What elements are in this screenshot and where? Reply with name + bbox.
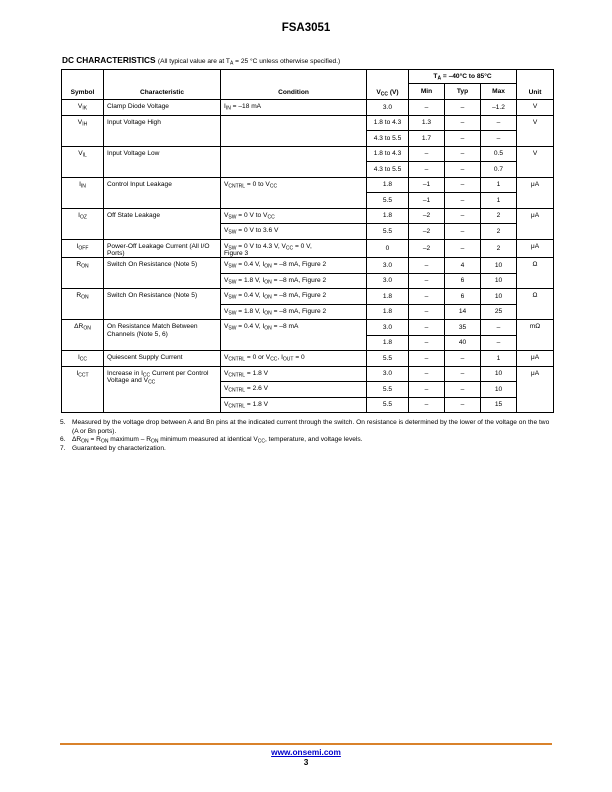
vcc-cell: 5.5 xyxy=(367,397,409,413)
max-cell: 15 xyxy=(481,397,517,413)
vcc-cell: 4.3 to 5.5 xyxy=(367,162,409,178)
page-number: 3 xyxy=(303,757,309,767)
table-row xyxy=(62,115,554,131)
max-cell: – xyxy=(481,131,517,147)
unit-cell: V xyxy=(517,115,554,146)
vcc-cell: 0 xyxy=(367,239,409,258)
typ-cell: – xyxy=(445,208,481,224)
characteristic-cell: Clamp Diode Voltage xyxy=(104,100,221,116)
characteristic-cell: Control Input Leakage xyxy=(104,177,221,208)
website-link[interactable]: www.onsemi.com xyxy=(271,747,341,757)
footnotes xyxy=(60,419,554,454)
symbol-cell: $I_{CC}$ xyxy=(62,351,104,367)
typ-cell: – xyxy=(445,162,481,178)
characteristic-cell: Off State Leakage xyxy=(104,208,221,239)
typ-cell: 4 xyxy=(445,258,481,274)
min-cell: – xyxy=(409,382,445,398)
symbol-cell: $I_{OFF}$ xyxy=(62,239,104,258)
table-row xyxy=(62,239,554,258)
unit-cell: Ω xyxy=(517,289,554,320)
footnote-text: Measured by the voltage drop between A and Bn pins at the indicated current through the switch. On resistance is determined by the lower of the voltage on the two (A or Bn ports). xyxy=(72,419,550,435)
vcc-cell: 1.8 xyxy=(367,208,409,224)
unit-cell: μA xyxy=(517,366,554,413)
max-cell: 2 xyxy=(481,208,517,224)
document-title: FSA3051 xyxy=(281,22,331,34)
min-cell: 1.7 xyxy=(409,131,445,147)
unit-cell: V xyxy=(517,146,554,177)
min-cell: – xyxy=(409,289,445,305)
min-cell: – xyxy=(409,351,445,367)
footer-rule xyxy=(60,743,552,745)
footnote-number: 7. xyxy=(60,445,66,453)
unit-cell: μA xyxy=(517,239,554,258)
unit-cell: μA xyxy=(517,351,554,367)
condition-cell: $V_{CNTRL} = 0$ to $V_{CC}$ xyxy=(221,177,367,208)
max-cell: 0.5 xyxy=(481,146,517,162)
table-row xyxy=(62,100,554,116)
footnote xyxy=(60,436,554,445)
characteristic-cell: Power-Off Leakage Current (All I/O Ports) xyxy=(104,239,221,258)
unit-cell: μA xyxy=(517,208,554,239)
max-cell: – xyxy=(481,335,517,351)
max-cell: 10 xyxy=(481,382,517,398)
min-cell: – xyxy=(409,366,445,382)
min-cell: – xyxy=(409,320,445,336)
header-unit: Unit xyxy=(517,70,554,100)
section-title xyxy=(62,55,340,65)
header-temperature-range: $T_A = -40^\circ C$ to 85°C xyxy=(409,70,517,84)
typ-cell: – xyxy=(445,146,481,162)
typ-cell: – xyxy=(445,177,481,193)
symbol-cell: $I_{CCT}$ xyxy=(62,366,104,413)
max-cell: – xyxy=(481,320,517,336)
table-row xyxy=(62,289,554,305)
max-cell: 10 xyxy=(481,273,517,289)
symbol-cell: $V_{IH}$ xyxy=(62,115,104,146)
condition-cell: $I_{IN} = -18$ mA xyxy=(221,100,367,116)
typ-cell: – xyxy=(445,382,481,398)
condition-cell: $V_{SW} = 0.4$ V, $I_{ON} = -8$ mA xyxy=(221,320,367,351)
condition-cell: $V_{SW} = 0$ V to 4.3 V, $V_{CC} = 0$ V, Figure 3 xyxy=(221,239,367,258)
footnote-number: 5. xyxy=(60,419,66,426)
min-cell: –1 xyxy=(409,177,445,193)
table-row xyxy=(62,177,554,193)
vcc-cell: 1.8 xyxy=(367,335,409,351)
unit-cell: V xyxy=(517,100,554,116)
min-cell: – xyxy=(409,304,445,320)
vcc-cell: 5.5 xyxy=(367,193,409,209)
vcc-cell: 1.8 xyxy=(367,304,409,320)
max-cell: 25 xyxy=(481,304,517,320)
typ-cell: – xyxy=(445,366,481,382)
symbol-cell: $V_{IL}$ xyxy=(62,146,104,177)
condition-cell: $V_{SW} = 0.4$ V, $I_{ON} = -8$ mA, Figure 2 xyxy=(221,289,367,305)
section-heading: DC CHARACTERISTICS xyxy=(62,55,156,65)
condition-cell: $V_{CNTRL} = 1.8$ V xyxy=(221,366,367,382)
footnote-text: Guaranteed by characterization. xyxy=(72,445,166,453)
unit-cell: μA xyxy=(517,177,554,208)
max-cell: 10 xyxy=(481,366,517,382)
table-body xyxy=(62,100,554,413)
min-cell: – xyxy=(409,397,445,413)
max-cell: 1 xyxy=(481,351,517,367)
header-characteristic: Characteristic xyxy=(104,70,221,100)
footnote-number: 6. xyxy=(60,436,66,444)
vcc-cell: 3.0 xyxy=(367,366,409,382)
max-cell: 1 xyxy=(481,177,517,193)
condition-cell: $V_{SW} = 1.8$ V, $I_{ON} = -8$ mA, Figure 2 xyxy=(221,304,367,320)
min-cell: –1 xyxy=(409,193,445,209)
header-min: Min xyxy=(409,84,445,100)
symbol-cell: $I_{OZ}$ xyxy=(62,208,104,239)
characteristic-cell: Input Voltage Low xyxy=(104,146,221,177)
footnote xyxy=(60,445,554,454)
max-cell: –1.2 xyxy=(481,100,517,116)
table-row xyxy=(62,208,554,224)
symbol-cell: $V_{IK}$ xyxy=(62,100,104,116)
vcc-cell: 3.0 xyxy=(367,258,409,274)
unit-cell: Ω xyxy=(517,258,554,289)
characteristic-cell: Switch On Resistance (Note 5) xyxy=(104,258,221,289)
condition-cell: $V_{SW} = 0.4$ V, $I_{ON} = -8$ mA, Figure 2 xyxy=(221,258,367,274)
table-row xyxy=(62,366,554,382)
min-cell: 1.3 xyxy=(409,115,445,131)
condition-cell: $V_{CNTRL} = 2.6$ V xyxy=(221,382,367,398)
max-cell: 2 xyxy=(481,239,517,258)
characteristic-cell: Increase in $I_{CC}$ Current per Control Voltage and $V_{CC}$ xyxy=(104,366,221,413)
max-cell: 10 xyxy=(481,258,517,274)
min-cell: – xyxy=(409,146,445,162)
typ-cell: 14 xyxy=(445,304,481,320)
vcc-cell: 1.8 xyxy=(367,177,409,193)
condition-cell: $V_{SW} = 1.8$ V, $I_{ON} = -8$ mA, Figure 2 xyxy=(221,273,367,289)
typ-cell: – xyxy=(445,351,481,367)
header-symbol: Symbol xyxy=(62,70,104,100)
typ-cell: 6 xyxy=(445,273,481,289)
condition-cell: $V_{CNTRL} = 1.8$ V xyxy=(221,397,367,413)
typ-cell: – xyxy=(445,193,481,209)
vcc-cell: 3.0 xyxy=(367,273,409,289)
symbol-cell: $R_{ON}$ xyxy=(62,258,104,289)
vcc-cell: 5.5 xyxy=(367,351,409,367)
characteristic-cell: On Resistance Match Between Channels (Note 5, 6) xyxy=(104,320,221,351)
condition-cell: $V_{CNTRL} = 0$ or $V_{CC}$, $I_{OUT} = 0$ xyxy=(221,351,367,367)
min-cell: – xyxy=(409,335,445,351)
characteristic-cell: Quiescent Supply Current xyxy=(104,351,221,367)
min-cell: – xyxy=(409,258,445,274)
typ-cell: 35 xyxy=(445,320,481,336)
unit-cell: mΩ xyxy=(517,320,554,351)
max-cell: 0.7 xyxy=(481,162,517,178)
vcc-cell: 1.8 xyxy=(367,289,409,305)
typ-cell: – xyxy=(445,239,481,258)
characteristic-cell: Switch On Resistance (Note 5) xyxy=(104,289,221,320)
vcc-cell: 3.0 xyxy=(367,320,409,336)
max-cell: 2 xyxy=(481,224,517,240)
symbol-cell: $I_{IN}$ xyxy=(62,177,104,208)
symbol-cell: $R_{ON}$ xyxy=(62,289,104,320)
header-condition: Condition xyxy=(221,70,367,100)
table-row xyxy=(62,146,554,162)
min-cell: – xyxy=(409,100,445,116)
symbol-cell: $\Delta R_{ON}$ xyxy=(62,320,104,351)
typ-cell: 6 xyxy=(445,289,481,305)
table-row xyxy=(62,320,554,336)
vcc-cell: 1.8 to 4.3 xyxy=(367,146,409,162)
vcc-cell: 5.5 xyxy=(367,382,409,398)
condition-cell xyxy=(221,115,367,146)
vcc-cell: 4.3 to 5.5 xyxy=(367,131,409,147)
table-row xyxy=(62,258,554,274)
characteristic-cell: Input Voltage High xyxy=(104,115,221,146)
typ-cell: 40 xyxy=(445,335,481,351)
header-max: Max xyxy=(481,84,517,100)
typ-cell: – xyxy=(445,397,481,413)
vcc-cell: 5.5 xyxy=(367,224,409,240)
min-cell: –2 xyxy=(409,208,445,224)
min-cell: – xyxy=(409,273,445,289)
typ-cell: – xyxy=(445,115,481,131)
section-condition-note: (All typical value are at $T_A = 25$ °C unless otherwise specified.) xyxy=(157,58,341,67)
min-cell: –2 xyxy=(409,239,445,258)
vcc-cell: 3.0 xyxy=(367,100,409,116)
max-cell: – xyxy=(481,115,517,131)
max-cell: 1 xyxy=(481,193,517,209)
header-typ: Typ xyxy=(445,84,481,100)
footnote xyxy=(60,419,554,436)
min-cell: – xyxy=(409,162,445,178)
min-cell: –2 xyxy=(409,224,445,240)
table-row xyxy=(62,351,554,367)
typ-cell: – xyxy=(445,131,481,147)
footnote-text: $\Delta R_{ON} = R_{ON}$ maximum – $R_{ON}$ minimum measured at identical $V_{CC}$, temperature, and voltage levels. xyxy=(72,436,363,445)
condition-cell: $V_{SW} = 0$ V to $V_{CC}$ xyxy=(221,208,367,224)
vcc-cell: 1.8 to 4.3 xyxy=(367,115,409,131)
header-vcc: $V_{CC}$ (V) xyxy=(367,70,409,100)
typ-cell: – xyxy=(445,224,481,240)
condition-cell xyxy=(221,146,367,177)
typ-cell: – xyxy=(445,100,481,116)
condition-cell: $V_{SW} = 0$ V to 3.6 V xyxy=(221,224,367,240)
dc-characteristics-table xyxy=(61,69,554,413)
max-cell: 10 xyxy=(481,289,517,305)
